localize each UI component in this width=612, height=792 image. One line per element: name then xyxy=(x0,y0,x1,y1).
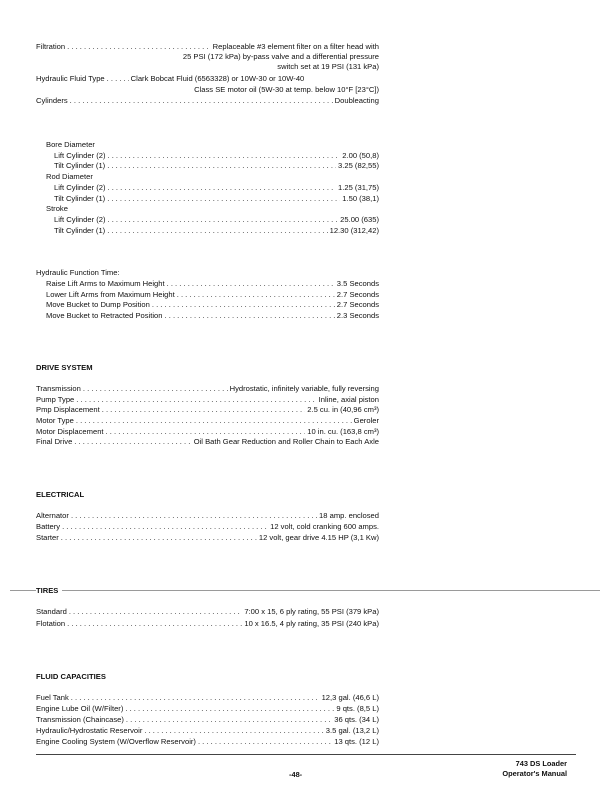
electrical-row: Battery . . . 12 volt, cold cranking 600 amps. xyxy=(36,522,379,531)
drive-row: Transmission . . . Hydrostatic, infinitely variable, fully reversing xyxy=(36,384,379,393)
function-time-heading: Hydraulic Function Time: xyxy=(36,268,120,277)
fluid-row: Transmission (Chaincase) . . . 36 qts. (34 L) xyxy=(36,715,379,724)
footer-rule xyxy=(36,754,576,755)
filtration-row xyxy=(36,42,379,51)
tires-rule xyxy=(10,590,600,591)
function-time-row: Move Bucket to Retracted Position . . . 2.3 Seconds xyxy=(46,311,379,320)
cylinders-value: Doubleacting xyxy=(334,96,379,105)
drive-row: Pump Type . . . Inline, axial piston xyxy=(36,395,379,404)
filtration-cont2: switch set at 19 PSI (131 kPa) xyxy=(277,62,379,71)
tires-row: Standard . . . 7:00 x 15, 6 ply rating, 55 PSI (379 kPa) xyxy=(36,607,379,616)
rod-heading: Rod Diameter xyxy=(46,172,93,181)
electrical-row: Starter . . . 12 volt, gear drive 4.15 HP (3,1 Kw) xyxy=(36,533,379,542)
function-time-row: Raise Lift Arms to Maximum Height . . . 3.5 Seconds xyxy=(46,279,379,288)
page-number: -48- xyxy=(289,770,303,779)
tires-heading: TIRES xyxy=(36,586,62,595)
fluid-capacities-heading: FLUID CAPACITIES xyxy=(36,672,106,681)
cylinders-row xyxy=(36,96,379,105)
bore-heading: Bore Diameter xyxy=(46,140,95,149)
footer-model: 743 DS Loader xyxy=(515,759,567,768)
drive-system-heading: DRIVE SYSTEM xyxy=(36,363,93,372)
stroke-heading: Stroke xyxy=(46,204,68,213)
fluid-row: Hydraulic/Hydrostatic Reservoir . . . 3.5 gal. (13,2 L) xyxy=(36,726,379,735)
tires-row: Flotation . . . 10 x 16.5, 4 ply rating, 35 PSI (240 kPa) xyxy=(36,619,379,628)
drive-row: Motor Type . . . Geroler xyxy=(36,416,379,425)
filtration-label: Filtration xyxy=(36,42,66,51)
stroke-lift-row: Lift Cylinder (2) . . . 25.00 (635) xyxy=(54,215,379,224)
fluid-type-label: Hydraulic Fluid Type xyxy=(36,74,105,83)
cylinders-label: Cylinders xyxy=(36,96,68,105)
fluid-type-value: Clark Bobcat Fluid (6563328) or 10W-30 or 10W-40 xyxy=(130,74,305,83)
drive-row: Motor Displacement . . . 10 in. cu. (163,8 cm³) xyxy=(36,427,379,436)
footer-manual: Operator's Manual xyxy=(502,769,567,778)
function-time-row: Move Bucket to Dump Position . . . 2.7 Seconds xyxy=(46,300,379,309)
bore-lift-row: Lift Cylinder (2) . . . 2.00 (50,8) xyxy=(54,151,379,160)
rod-lift-row: Lift Cylinder (2) . . . 1.25 (31,75) xyxy=(54,183,379,192)
drive-row: Pmp Displacement . . . 2.5 cu. in (40,96 cm³) xyxy=(36,405,379,414)
electrical-row: Alternator . . . 18 amp. enclosed xyxy=(36,511,379,520)
filtration-value: Replaceable #3 element filter on a filter head with xyxy=(212,42,379,51)
stroke-tilt-row: Tilt Cylinder (1) . . . 12.30 (312,42) xyxy=(54,226,379,235)
fluid-row: Engine Cooling System (W/Overflow Reservoir) . . . 13 qts. (12 L) xyxy=(36,737,379,746)
filtration-cont1: 25 PSI (172 kPa) by-pass valve and a differential pressure xyxy=(182,52,379,61)
fluid-type-cont1: Class SE motor oil (5W-30 at temp. below 10°F [23°C]) xyxy=(194,85,379,94)
bore-tilt-row: Tilt Cylinder (1) . . . 3.25 (82,55) xyxy=(54,161,379,170)
drive-row: Final Drive . . . Oil Bath Gear Reduction and Roller Chain to Each Axle xyxy=(36,437,379,446)
electrical-heading: ELECTRICAL xyxy=(36,490,85,499)
fluid-type-row xyxy=(36,74,379,83)
function-time-row: Lower Lift Arms from Maximum Height . . . 2.7 Seconds xyxy=(46,290,379,299)
fluid-row: Engine Lube Oil (W/Filter) . . . 9 qts. (8,5 L) xyxy=(36,704,379,713)
fluid-row: Fuel Tank . . . 12,3 gal. (46,6 L) xyxy=(36,693,379,702)
rod-tilt-row: Tilt Cylinder (1) . . . 1.50 (38,1) xyxy=(54,194,379,203)
